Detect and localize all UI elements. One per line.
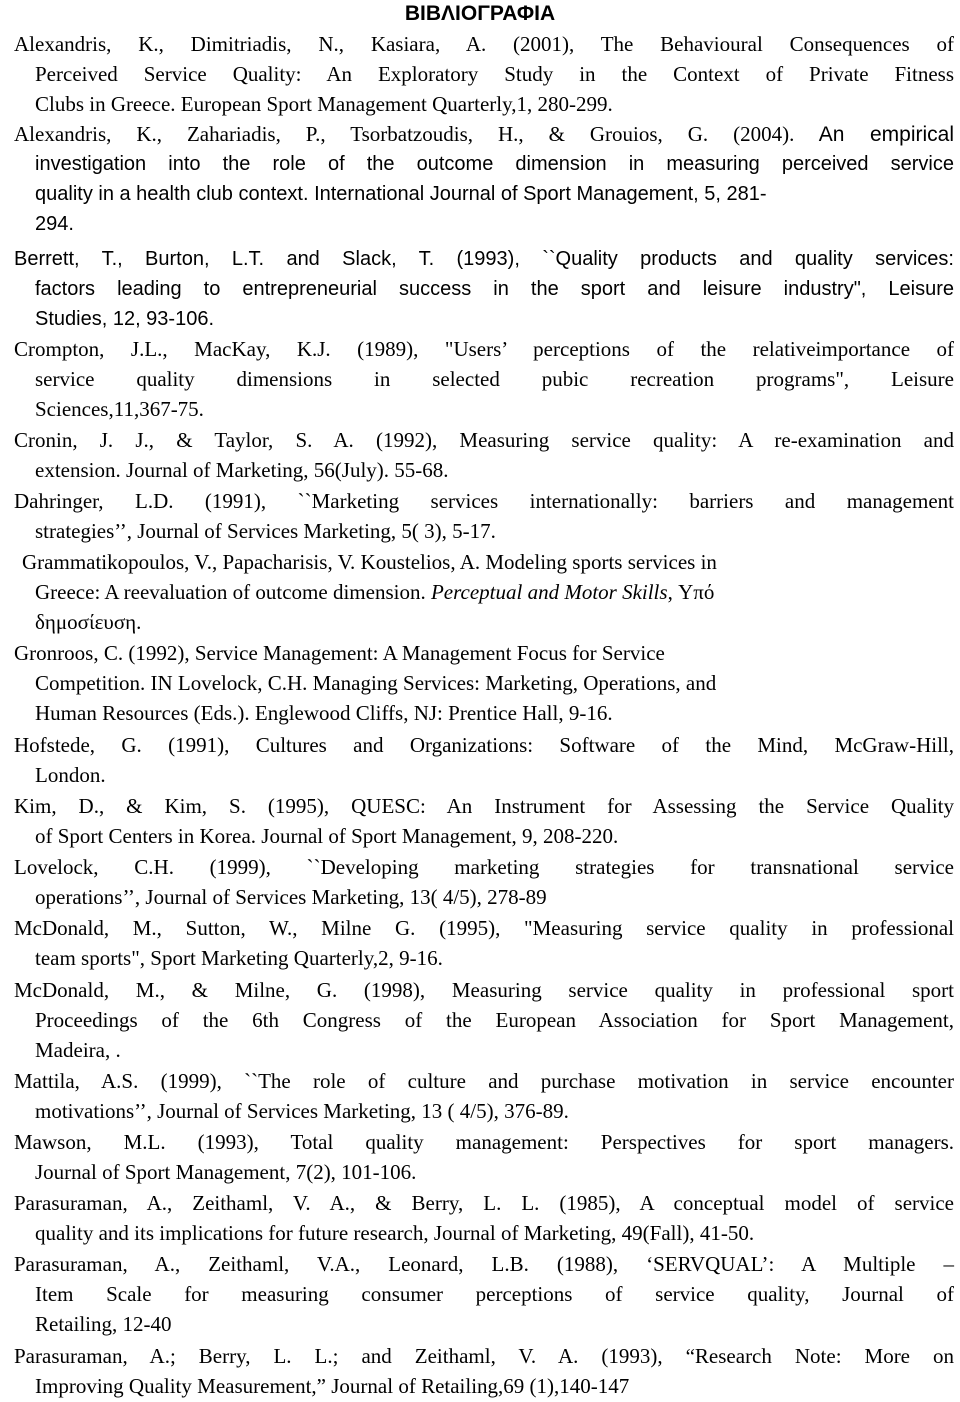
reference-text: Greece: A reevaluation of outcome dimension. bbox=[35, 580, 431, 604]
reference-line: investigation into the role of the outcome dimension in measuring perceived service bbox=[35, 153, 954, 175]
reference-line: Perceived Service Quality: An Exploratory Study in the Context of Private Fitness bbox=[35, 62, 954, 86]
reference-line: strategies’’, Journal of Services Marketing, 5( 3), 5-17. bbox=[35, 519, 496, 543]
reference-line: Sciences,11,367-75. bbox=[35, 397, 204, 421]
reference-line: Item Scale for measuring consumer perceptions of service quality, Journal of bbox=[35, 1282, 954, 1306]
reference-line: motivations’’, Journal of Services Marketing, 13 ( 4/5), 376-89. bbox=[35, 1099, 569, 1123]
reference-line: Clubs in Greece. European Sport Management Quarterly,1, 280-299. bbox=[35, 92, 613, 116]
reference-line: Parasuraman, A., Zeithaml, V.A., Leonard, L.B. (1988), ‘SERVQUAL’: A Multiple – bbox=[14, 1252, 954, 1276]
reference-line: Alexandris, K., Dimitriadis, N., Kasiara, A. (2001), The Behavioural Consequences of bbox=[14, 32, 954, 56]
reference-line: Crompton, J.L., MacKay, K.J. (1989), "Users’ perceptions of the relativeimportance of bbox=[14, 337, 954, 361]
reference-line: Kim, D., & Kim, S. (1995), QUESC: An Instrument for Assessing the Service Quality bbox=[14, 794, 954, 818]
reference-line: quality in a health club context. International Journal of Sport Management, 5, 281- bbox=[35, 183, 767, 205]
reference-line: Retailing, 12-40 bbox=[35, 1312, 172, 1336]
reference-text: , Υπό bbox=[667, 580, 715, 604]
reference-line: factors leading to entrepreneurial success in the sport and leisure industry", Leisure bbox=[35, 278, 954, 300]
reference-line: Journal of Sport Management, 7(2), 101-106. bbox=[35, 1160, 417, 1184]
reference-line bbox=[14, 119, 954, 149]
reference-line: Parasuraman, A.; Berry, L. L.; and Zeithaml, V. A. (1993), “Research Note: More on bbox=[14, 1344, 954, 1368]
reference-line: Competition. IN Lovelock, C.H. Managing Services: Marketing, Operations, and bbox=[35, 671, 717, 695]
page-title: ΒΙΒΛΙΟΓΡΑΦΙΑ bbox=[404, 2, 556, 25]
reference-line: Cronin, J. J., & Taylor, S. A. (1992), Measuring service quality: A re-examination and bbox=[14, 428, 954, 452]
reference-line: Mattila, A.S. (1999), ``The role of culture and purchase motivation in service encounter bbox=[14, 1069, 954, 1093]
reference-line: Human Resources (Eds.). Englewood Cliffs, NJ: Prentice Hall, 9-16. bbox=[35, 701, 613, 725]
reference-line: operations’’, Journal of Services Marketing, 13( 4/5), 278-89 bbox=[35, 885, 547, 909]
reference-line: Gronroos, C. (1992), Service Management: A Management Focus for Service bbox=[14, 641, 665, 665]
reference-line: Mawson, M.L. (1993), Total quality management: Perspectives for sport managers. bbox=[14, 1130, 954, 1154]
reference-line: Improving Quality Measurement,” Journal of Retailing,69 (1),140-147 bbox=[35, 1374, 630, 1398]
reference-line: extension. Journal of Marketing, 56(July). 55-68. bbox=[35, 458, 449, 482]
reference-line: Lovelock, C.H. (1999), ``Developing marketing strategies for transnational service bbox=[14, 855, 954, 879]
reference-line: 294. bbox=[35, 213, 74, 235]
reference-line: δημοσίευση. bbox=[35, 610, 142, 634]
reference-line: Parasuraman, A., Zeithaml, V. A., & Berry, L. L. (1985), A conceptual model of service bbox=[14, 1191, 954, 1215]
reference-line: Berrett, T., Burton, L.T. and Slack, T. (1993), ``Quality products and quality services: bbox=[14, 248, 954, 270]
reference-line bbox=[35, 577, 714, 607]
reference-line: team sports", Sport Marketing Quarterly,2, 9-16. bbox=[35, 946, 443, 970]
journal-title: Perceptual and Motor Skills bbox=[430, 580, 668, 604]
reference-line: Dahringer, L.D. (1991), ``Marketing services internationally: barriers and management bbox=[14, 489, 954, 513]
reference-text: An empirical bbox=[794, 123, 955, 146]
reference-authors: Alexandris, K., Zahariadis, P., Tsorbatzoudis, H., & Grouios, G. (2004). bbox=[14, 122, 795, 146]
reference-line: Proceedings of the 6th Congress of the European Association for Sport Management, bbox=[35, 1008, 954, 1032]
reference-line: McDonald, M., Sutton, W., Milne G. (1995), "Measuring service quality in professional bbox=[14, 916, 954, 940]
reference-line: McDonald, M., & Milne, G. (1998), Measuring service quality in professional sport bbox=[14, 978, 954, 1002]
reference-line: Studies, 12, 93-106. bbox=[35, 308, 215, 330]
reference-line: London. bbox=[35, 763, 106, 787]
reference-line: of Sport Centers in Korea. Journal of Sport Management, 9, 208-220. bbox=[35, 824, 619, 848]
reference-line: Grammatikopoulos, V., Papacharisis, V. Koustelios, A. Modeling sports services in bbox=[22, 550, 717, 574]
reference-line: quality and its implications for future research, Journal of Marketing, 49(Fall), 41-50. bbox=[35, 1221, 755, 1245]
reference-line: Madeira, . bbox=[35, 1038, 121, 1062]
reference-line: Hofstede, G. (1991), Cultures and Organizations: Software of the Mind, McGraw-Hill, bbox=[14, 733, 954, 757]
reference-line: service quality dimensions in selected pubic recreation programs", Leisure bbox=[35, 367, 954, 391]
